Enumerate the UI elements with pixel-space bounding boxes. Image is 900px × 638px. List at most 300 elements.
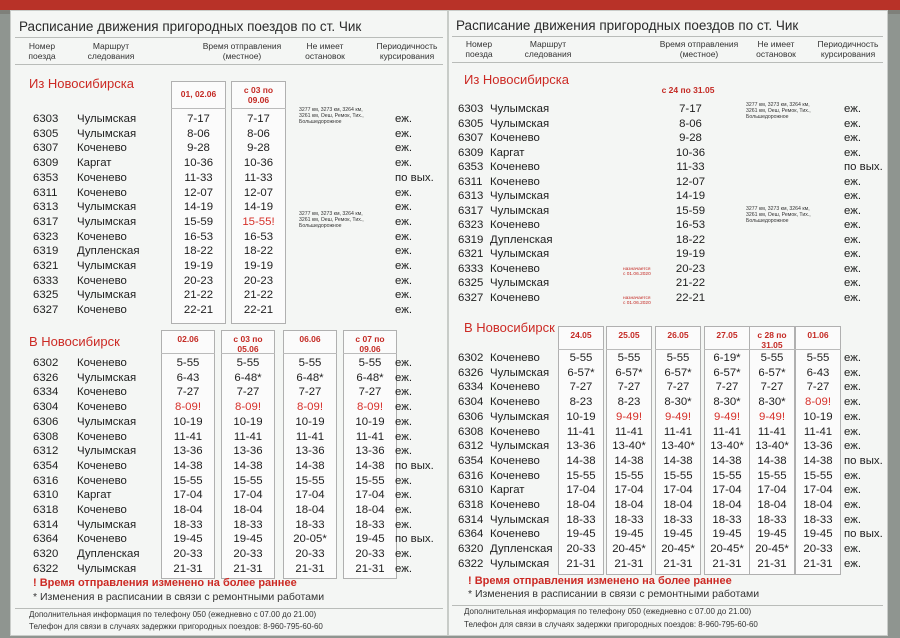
departure-time: 13-36: [233, 445, 263, 458]
periodicity: еж.: [844, 175, 861, 188]
table-row: [11, 187, 448, 202]
table-row: [448, 219, 888, 234]
train-route: Чулымская: [77, 201, 137, 214]
train-route: Коченево: [77, 459, 127, 472]
train-number: 6353: [33, 171, 59, 184]
train-route: Коченево: [490, 499, 540, 511]
departure-time: 21-31: [663, 557, 693, 570]
header-periodicity: Периодичность курсирования: [376, 41, 438, 61]
periodicity: еж.: [844, 440, 861, 453]
departure-time: 19-19: [183, 260, 214, 272]
period-header: с 24 по 31.05: [661, 85, 715, 95]
train-number: 6325: [458, 277, 484, 289]
table-row: [11, 245, 448, 260]
train-number: 6313: [458, 190, 484, 202]
departure-time: 14-38: [173, 459, 203, 472]
train-route: Чулымская: [77, 260, 137, 272]
departure-time: 18-33: [355, 518, 385, 531]
departure-time: 8-09!: [297, 401, 323, 414]
periodicity: по вых.: [395, 533, 434, 546]
departure-time: 15-55: [614, 469, 644, 482]
train-number: 6316: [33, 474, 59, 487]
periodicity: еж.: [395, 127, 412, 140]
departure-time: 15-59: [675, 204, 706, 217]
departure-time: 7-17: [187, 113, 210, 125]
table-row: [11, 128, 448, 143]
departure-time: 20-45*: [661, 543, 695, 556]
note-repair-works: * Изменения в расписании в связи с ремонтными работами: [468, 588, 760, 600]
train-number: 6309: [33, 157, 59, 170]
periodicity: еж.: [395, 186, 412, 199]
departure-time: 18-22: [675, 233, 706, 246]
header-route: Маршрут следования: [87, 41, 135, 61]
departure-time: 19-19: [243, 260, 274, 272]
departure-time: 19-45: [614, 528, 644, 541]
header-number: Номер поезда: [28, 41, 56, 61]
departure-time: 9-28: [247, 142, 270, 155]
departure-time: 21-22: [675, 277, 706, 289]
departure-time: 20-45*: [710, 543, 744, 556]
table-row: [448, 277, 888, 292]
sheet-title: Расписание движения пригородных поездов по ст. Чик: [19, 19, 362, 34]
table-row: [11, 533, 448, 548]
periodicity: еж.: [395, 245, 412, 258]
departure-time: 5-55: [358, 357, 382, 369]
train-number: 6326: [33, 371, 59, 384]
column-header: 27.05: [704, 328, 750, 350]
train-route: Чулымская: [77, 562, 137, 575]
departure-time: 22-21: [243, 304, 274, 317]
periodicity: по вых.: [395, 171, 434, 184]
departure-time: 7-17: [247, 113, 270, 125]
table-row: [11, 504, 448, 519]
departure-time: 11-41: [663, 425, 693, 438]
departure-time: 8-23: [617, 396, 641, 409]
departure-time: 21-31: [757, 557, 787, 570]
departure-time: 15-55: [173, 474, 203, 487]
departure-time: 18-04: [614, 499, 644, 511]
departure-time: 15-55: [663, 469, 693, 482]
schedule-sheet-right: [447, 10, 888, 636]
train-route: Коченево: [77, 274, 127, 287]
header-departure: Время отправления (местное): [202, 41, 282, 61]
departure-time: 8-06: [679, 117, 702, 130]
train-route: Чулымская: [77, 289, 137, 302]
departure-time: 14-38: [757, 454, 787, 467]
departure-time: 5-55: [617, 352, 641, 364]
departure-time: 17-04: [295, 489, 325, 502]
table-row: [11, 304, 448, 319]
departure-time: 12-07: [183, 186, 214, 199]
train-number: 6321: [458, 248, 484, 260]
departure-time: 10-36: [243, 157, 274, 170]
table-row: [11, 289, 448, 304]
periodicity: еж.: [395, 430, 412, 443]
departure-time: 8-09!: [805, 396, 831, 409]
train-route: Коченево: [490, 528, 540, 541]
departure-time: 21-31: [233, 562, 263, 575]
train-route: Коченево: [490, 352, 540, 364]
table-row: [448, 411, 888, 426]
departure-time: 11-33: [244, 171, 273, 184]
train-route: Коченево: [490, 469, 540, 482]
departure-time: 22-21: [183, 304, 214, 317]
departure-time: 13-36: [295, 445, 325, 458]
train-number: 6311: [33, 186, 58, 199]
train-route: Чулымская: [490, 513, 550, 526]
train-number: 6364: [458, 528, 484, 541]
nonstop-note: 3277 км, 3273 км, 3264 км, 3261 км, Оеш, Ремок, Тих., Большедорожное: [299, 107, 364, 125]
train-route: Коченево: [77, 504, 127, 516]
departure-time: 11-41: [614, 425, 644, 438]
departure-time: 10-36: [675, 146, 706, 159]
departure-time: 18-04: [295, 504, 325, 516]
table-row: [448, 234, 888, 249]
table-row: [11, 475, 448, 490]
column-header: 06.06: [283, 332, 337, 354]
train-route: Коченево: [77, 533, 127, 546]
departure-time: 13-40*: [710, 440, 744, 453]
periodicity: еж.: [844, 381, 861, 394]
nonstop-note: 3277 км, 3273 км, 3264 км, 3261 км, Оеш, Ремок, Тих., Большедорожное: [746, 102, 811, 120]
train-route: Коченево: [490, 219, 540, 231]
departure-time: 6-48*: [356, 371, 384, 384]
train-number: 6303: [458, 103, 484, 115]
departure-time: 8-09!: [235, 401, 261, 414]
table-row: [448, 558, 888, 573]
departure-time: 6-57*: [713, 366, 741, 379]
table-row: [448, 161, 888, 176]
periodicity: еж.: [844, 557, 861, 570]
departure-time: 9-28: [187, 142, 210, 155]
train-route: Коченево: [77, 401, 127, 414]
train-number: 6322: [458, 557, 484, 570]
train-route: Дупленская: [77, 548, 140, 561]
departure-time: 8-06: [187, 127, 210, 140]
departure-time: 14-38: [295, 459, 325, 472]
departure-time: 15-55: [566, 469, 596, 482]
departure-time: 11-41: [295, 430, 325, 443]
departure-time: 12-07: [243, 186, 274, 199]
departure-time: 13-40*: [755, 440, 789, 453]
footer-info-phone: Дополнительная информация по телефону 050 (ежедневно с 07.00 до 21.00): [29, 610, 317, 619]
departure-time: 15-59: [183, 215, 214, 228]
train-number: 6319: [33, 245, 59, 258]
table-row: [448, 440, 888, 455]
train-number: 6322: [33, 562, 59, 575]
departure-time: 7-17: [679, 103, 702, 115]
train-number: 6354: [33, 459, 59, 472]
column-header: с 03 по 05.06: [221, 332, 275, 354]
train-route: Коченево: [490, 396, 540, 409]
table-row: [11, 372, 448, 387]
train-number: 6326: [458, 366, 484, 379]
periodicity: еж.: [395, 518, 412, 531]
departure-time: 6-57*: [664, 366, 692, 379]
departure-time: 18-04: [663, 499, 693, 511]
table-row: [11, 431, 448, 446]
periodicity: еж.: [395, 201, 412, 214]
departure-time: 7-27: [358, 386, 382, 399]
departure-time: 14-38: [614, 454, 644, 467]
departure-time: 14-19: [183, 201, 214, 214]
departure-time: 8-09!: [357, 401, 383, 414]
train-route: Чулымская: [490, 366, 550, 379]
sheet-seam: [447, 10, 449, 636]
train-route: Чулымская: [77, 113, 137, 125]
periodicity: еж.: [395, 548, 412, 561]
departure-time: 21-31: [295, 562, 325, 575]
departure-time: 11-41: [173, 430, 203, 443]
departure-time: 17-04: [757, 484, 787, 497]
train-route: Каргат: [490, 484, 525, 497]
departure-time: 14-38: [355, 459, 385, 472]
departure-time: 19-45: [663, 528, 693, 541]
departure-time: 16-53: [243, 230, 274, 243]
departure-time: 18-33: [566, 513, 596, 526]
departure-time: 18-33: [663, 513, 693, 526]
periodicity: еж.: [844, 190, 861, 202]
table-row: [448, 132, 888, 147]
train-route: Коченево: [490, 291, 540, 304]
periodicity: по вых.: [844, 454, 883, 467]
train-route: Чулымская: [77, 518, 137, 531]
periodicity: еж.: [844, 117, 861, 130]
table-row: [448, 292, 888, 307]
table-row: [448, 205, 888, 220]
train-number: 6304: [458, 396, 484, 409]
train-number: 6312: [458, 440, 484, 453]
train-number: 6320: [458, 543, 484, 556]
section-from-novosibirsk: Из Новосибирска: [464, 72, 569, 87]
note-repair-works: * Изменения в расписании в связи с ремонтными работами: [33, 591, 325, 603]
train-number: 6307: [458, 132, 484, 144]
footer-rule: [15, 608, 443, 609]
train-route: Коченево: [490, 425, 540, 438]
periodicity: еж.: [395, 289, 412, 302]
periodicity: еж.: [844, 233, 861, 246]
periodicity: еж.: [844, 366, 861, 379]
periodicity: еж.: [395, 260, 412, 272]
periodicity: еж.: [395, 371, 412, 384]
departure-time: 13-36: [173, 445, 203, 458]
train-route: Чулымская: [490, 103, 550, 115]
departure-time: 5-55: [569, 352, 593, 364]
departure-time: 7-27: [760, 381, 784, 394]
train-route: Коченево: [490, 381, 540, 394]
departure-time: 20-45*: [755, 543, 789, 556]
train-number: 6303: [33, 113, 59, 125]
departure-time: 20-33: [566, 543, 596, 556]
periodicity: еж.: [395, 113, 412, 125]
departure-time: 6-43: [176, 371, 200, 384]
periodicity: еж.: [395, 386, 412, 399]
periodicity: еж.: [844, 146, 861, 159]
departure-time: 17-04: [173, 489, 203, 502]
train-number: 6305: [458, 117, 484, 130]
periodicity: еж.: [844, 499, 861, 511]
train-route: Коченево: [77, 230, 127, 243]
nonstop-note: 3277 км, 3273 км, 3264 км, 3261 км, Оеш, Ремок, Тих., Большедорожное: [746, 206, 811, 224]
train-route: Чулымская: [490, 248, 550, 260]
table-row: [11, 519, 448, 534]
periodicity: еж.: [395, 357, 412, 369]
train-route: Коченево: [77, 386, 127, 399]
periodicity: еж.: [395, 504, 412, 516]
table-row: [11, 416, 448, 431]
periodicity: еж.: [395, 157, 412, 170]
train-number: 6314: [33, 518, 59, 531]
departure-time: 14-38: [712, 454, 742, 467]
column-header: 01.06: [795, 328, 841, 350]
periodicity: еж.: [844, 469, 861, 482]
departure-time: 14-38: [803, 454, 833, 467]
train-number: 6304: [33, 401, 59, 414]
departure-time: 10-19: [173, 415, 203, 428]
periodicity: еж.: [844, 396, 861, 409]
departure-time: 6-57*: [567, 366, 595, 379]
table-row: [11, 401, 448, 416]
departure-time: 8-23: [569, 396, 593, 409]
departure-time: 9-49!: [665, 410, 691, 423]
departure-time: 18-33: [712, 513, 742, 526]
periodicity: еж.: [844, 248, 861, 260]
departure-time: 18-33: [614, 513, 644, 526]
departure-time: 17-04: [614, 484, 644, 497]
table-row: [11, 201, 448, 216]
train-number: 6323: [33, 230, 59, 243]
departure-time: 18-33: [233, 518, 263, 531]
header-departure: Время отправления (местное): [659, 39, 739, 59]
departure-time: 17-04: [712, 484, 742, 497]
departure-time: 20-33: [355, 548, 385, 561]
train-number: 6309: [458, 146, 484, 159]
footer-rule: [452, 605, 883, 606]
departure-time: 7-27: [569, 381, 593, 394]
periodicity: еж.: [395, 562, 412, 575]
train-number: 6313: [33, 201, 59, 214]
periodicity: по вых.: [844, 528, 883, 541]
table-row: [11, 216, 448, 231]
header-number: Номер поезда: [465, 39, 493, 59]
departure-time: 8-09!: [175, 401, 201, 414]
table-row: [448, 455, 888, 470]
departure-time: 21-31: [712, 557, 742, 570]
departure-time: 12-07: [675, 175, 706, 188]
departure-time: 9-49!: [616, 410, 642, 423]
train-number: 6333: [458, 262, 484, 275]
departure-time: 17-04: [663, 484, 693, 497]
departure-time: 6-43: [806, 366, 830, 379]
periodicity: еж.: [844, 291, 861, 304]
departure-time: 9-49!: [759, 410, 785, 423]
section-to-novosibirsk: В Новосибирск: [464, 320, 555, 335]
table-row: [448, 514, 888, 529]
table-row: [448, 352, 888, 367]
departure-time: 18-04: [173, 504, 203, 516]
train-number: 6334: [458, 381, 484, 394]
departure-time: 11-41: [712, 425, 742, 438]
departure-time: 11-41: [355, 430, 385, 443]
train-route: Коченево: [490, 262, 540, 275]
train-route: Коченево: [490, 161, 540, 173]
train-route: Чулымская: [490, 204, 550, 217]
departure-time: 14-38: [566, 454, 596, 467]
note-earlier-time: ! Время отправления изменено на более раннее: [33, 577, 297, 589]
departure-time: 9-49!: [714, 410, 740, 423]
periodicity: еж.: [395, 445, 412, 458]
table-row: [11, 386, 448, 401]
periodicity: еж.: [395, 489, 412, 502]
table-row: [448, 426, 888, 441]
departure-time: 15-55: [757, 469, 787, 482]
departure-time: 7-27: [298, 386, 322, 399]
table-row: [11, 460, 448, 475]
train-route: Чулымская: [490, 190, 550, 202]
train-number: 6305: [33, 127, 59, 140]
departure-time: 7-27: [666, 381, 690, 394]
column-header: 02.06: [161, 332, 215, 354]
train-route: Коченево: [77, 430, 127, 443]
departure-time: 8-30*: [758, 396, 786, 409]
train-route: Чулымская: [77, 127, 137, 140]
header-rule: [15, 64, 443, 65]
nonstop-note: 3277 км, 3273 км, 3264 км, 3261 км, Оеш, Ремок, Тих., Большедорожное: [299, 211, 364, 229]
departure-time: 15-55!: [242, 215, 275, 228]
column-header: 25.05: [606, 328, 652, 350]
table-row: [11, 548, 448, 563]
train-route: Чулымская: [77, 415, 137, 428]
train-number: 6333: [33, 274, 59, 287]
periodicity: еж.: [395, 304, 412, 317]
train-number: 6327: [458, 291, 484, 304]
departure-time: 15-55: [233, 474, 263, 487]
train-number: 6353: [458, 161, 484, 173]
departure-time: 7-27: [176, 386, 200, 399]
periodicity: еж.: [844, 204, 861, 217]
periodicity: еж.: [844, 352, 861, 364]
departure-time: 19-45: [355, 533, 385, 546]
header-periodicity: Периодичность курсирования: [817, 39, 879, 59]
departure-time: 13-36: [355, 445, 385, 458]
periodicity: еж.: [844, 103, 861, 115]
periodicity: еж.: [844, 277, 861, 289]
table-row: [448, 396, 888, 411]
train-number: 6308: [458, 425, 484, 438]
departure-time: 6-57*: [615, 366, 643, 379]
departure-time: 19-45: [757, 528, 787, 541]
train-route: Коченево: [77, 357, 127, 369]
train-route: Коченево: [77, 304, 127, 317]
train-number: 6364: [33, 533, 59, 546]
train-number: 6317: [33, 215, 59, 228]
departure-time: 11-33: [676, 161, 705, 173]
departure-time: 11-33: [184, 171, 213, 184]
section-to-novosibirsk: В Новосибирск: [29, 334, 120, 349]
departure-time: 18-04: [233, 504, 263, 516]
departure-time: 18-22: [243, 245, 274, 258]
periodicity: еж.: [844, 262, 861, 275]
departure-time: 21-31: [614, 557, 644, 570]
periodicity: еж.: [844, 484, 861, 497]
train-number: 6321: [33, 260, 59, 272]
departure-time: 10-19: [295, 415, 325, 428]
departure-time: 20-23: [183, 274, 214, 287]
departure-time: 19-45: [233, 533, 263, 546]
departure-time: 15-55: [295, 474, 325, 487]
departure-time: 14-38: [233, 459, 263, 472]
table-row: [448, 248, 888, 263]
